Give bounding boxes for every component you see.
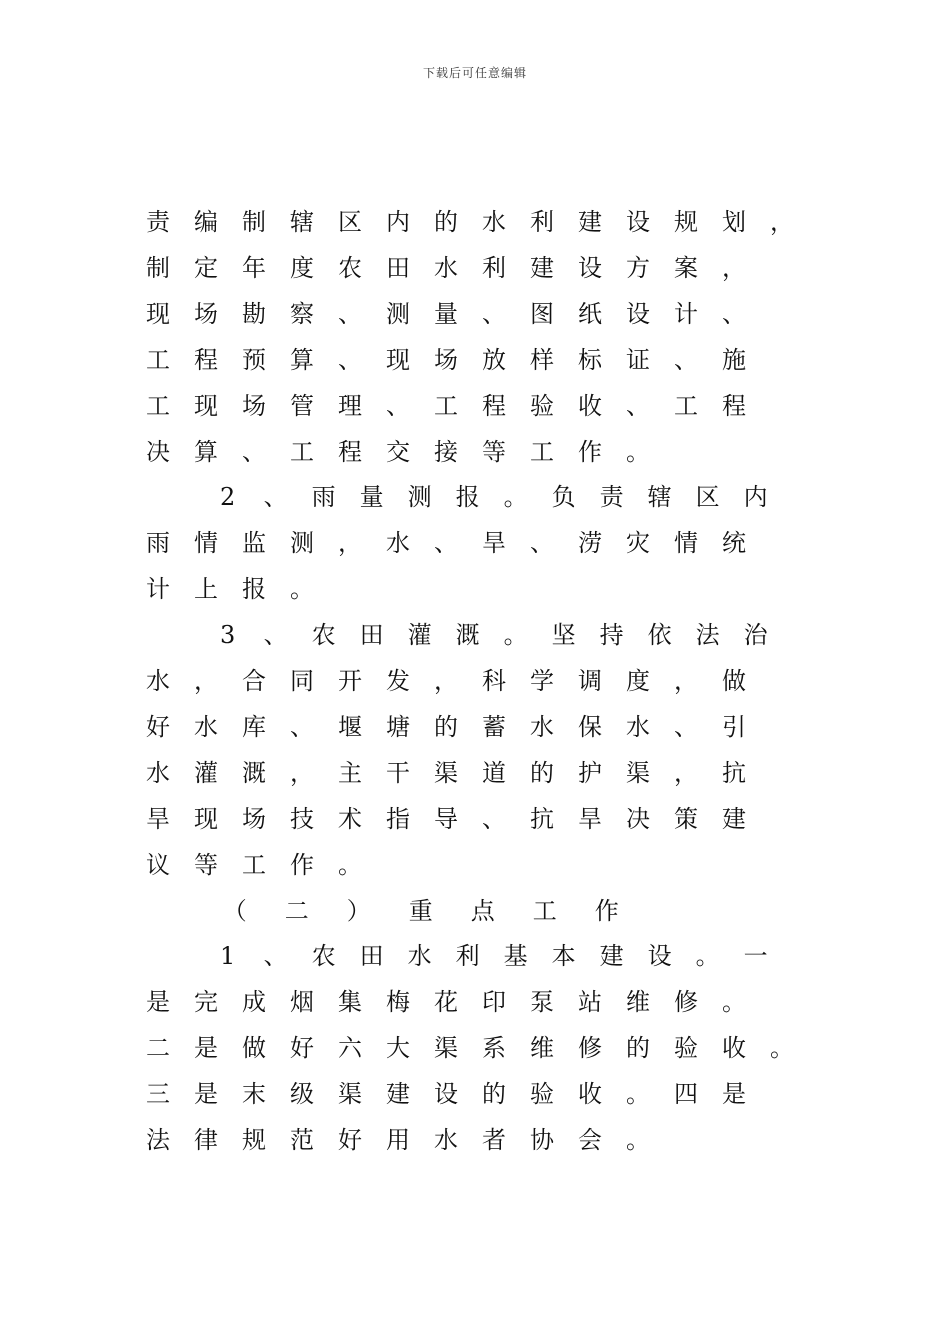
text-line: 现 场 勘 察 、 测 量 、 图 纸 设 计 、 <box>146 299 746 328</box>
text-line: 二 是 做 好 六 大 渠 系 维 修 的 验 收 。 <box>146 1034 794 1063</box>
text-line: 雨 情 监 测 ， 水 、 旱 、 涝 灾 情 统 <box>146 529 746 558</box>
text-line: 旱 现 场 技 术 指 导 、 抗 旱 决 策 建 <box>146 804 746 833</box>
text-line: 责 编 制 辖 区 内 的 水 利 建 设 规 划 ， <box>146 208 794 236</box>
text-line: 1 、 农 田 水 利 基 本 建 设 。 一 <box>219 942 768 971</box>
text-line: 2 、 雨 量 测 报 。 负 责 辖 区 内 <box>219 483 768 512</box>
text-line: 计 上 报 。 <box>146 575 314 604</box>
text-line: 决 算 、 工 程 交 接 等 工 作 。 <box>146 437 650 466</box>
text-line: 3 、 农 田 灌 溉 。 坚 持 依 法 治 <box>219 621 768 650</box>
text-line: 水 ， 合 同 开 发 ， 科 学 调 度 ， 做 <box>146 667 746 695</box>
text-line: 法 律 规 范 好 用 水 者 协 会 。 <box>146 1126 650 1154</box>
text-line: 工 程 预 算 、 现 场 放 样 标 证 、 施 <box>146 345 746 374</box>
text-line: 好 水 库 、 堰 塘 的 蓄 水 保 水 、 引 <box>146 712 746 741</box>
text-line: 议 等 工 作 。 <box>146 850 362 879</box>
page-header: 下载后可任意编辑 <box>422 66 527 80</box>
text-line: 制 定 年 度 农 田 水 利 建 设 方 案 ， <box>146 253 746 282</box>
text-line: 三 是 末 级 渠 建 设 的 验 收 。 四 是 <box>146 1080 746 1109</box>
text-line: 工 现 场 管 理 、 工 程 验 收 、 工 程 <box>146 391 746 420</box>
text-line: 水 灌 溉 ， 主 干 渠 道 的 护 渠 ， 抗 <box>146 758 746 787</box>
section-heading: （ 二 ） 重 点 工 作 <box>222 896 619 925</box>
text-line: 是 完 成 烟 集 梅 花 印 泵 站 维 修 。 <box>146 988 746 1017</box>
